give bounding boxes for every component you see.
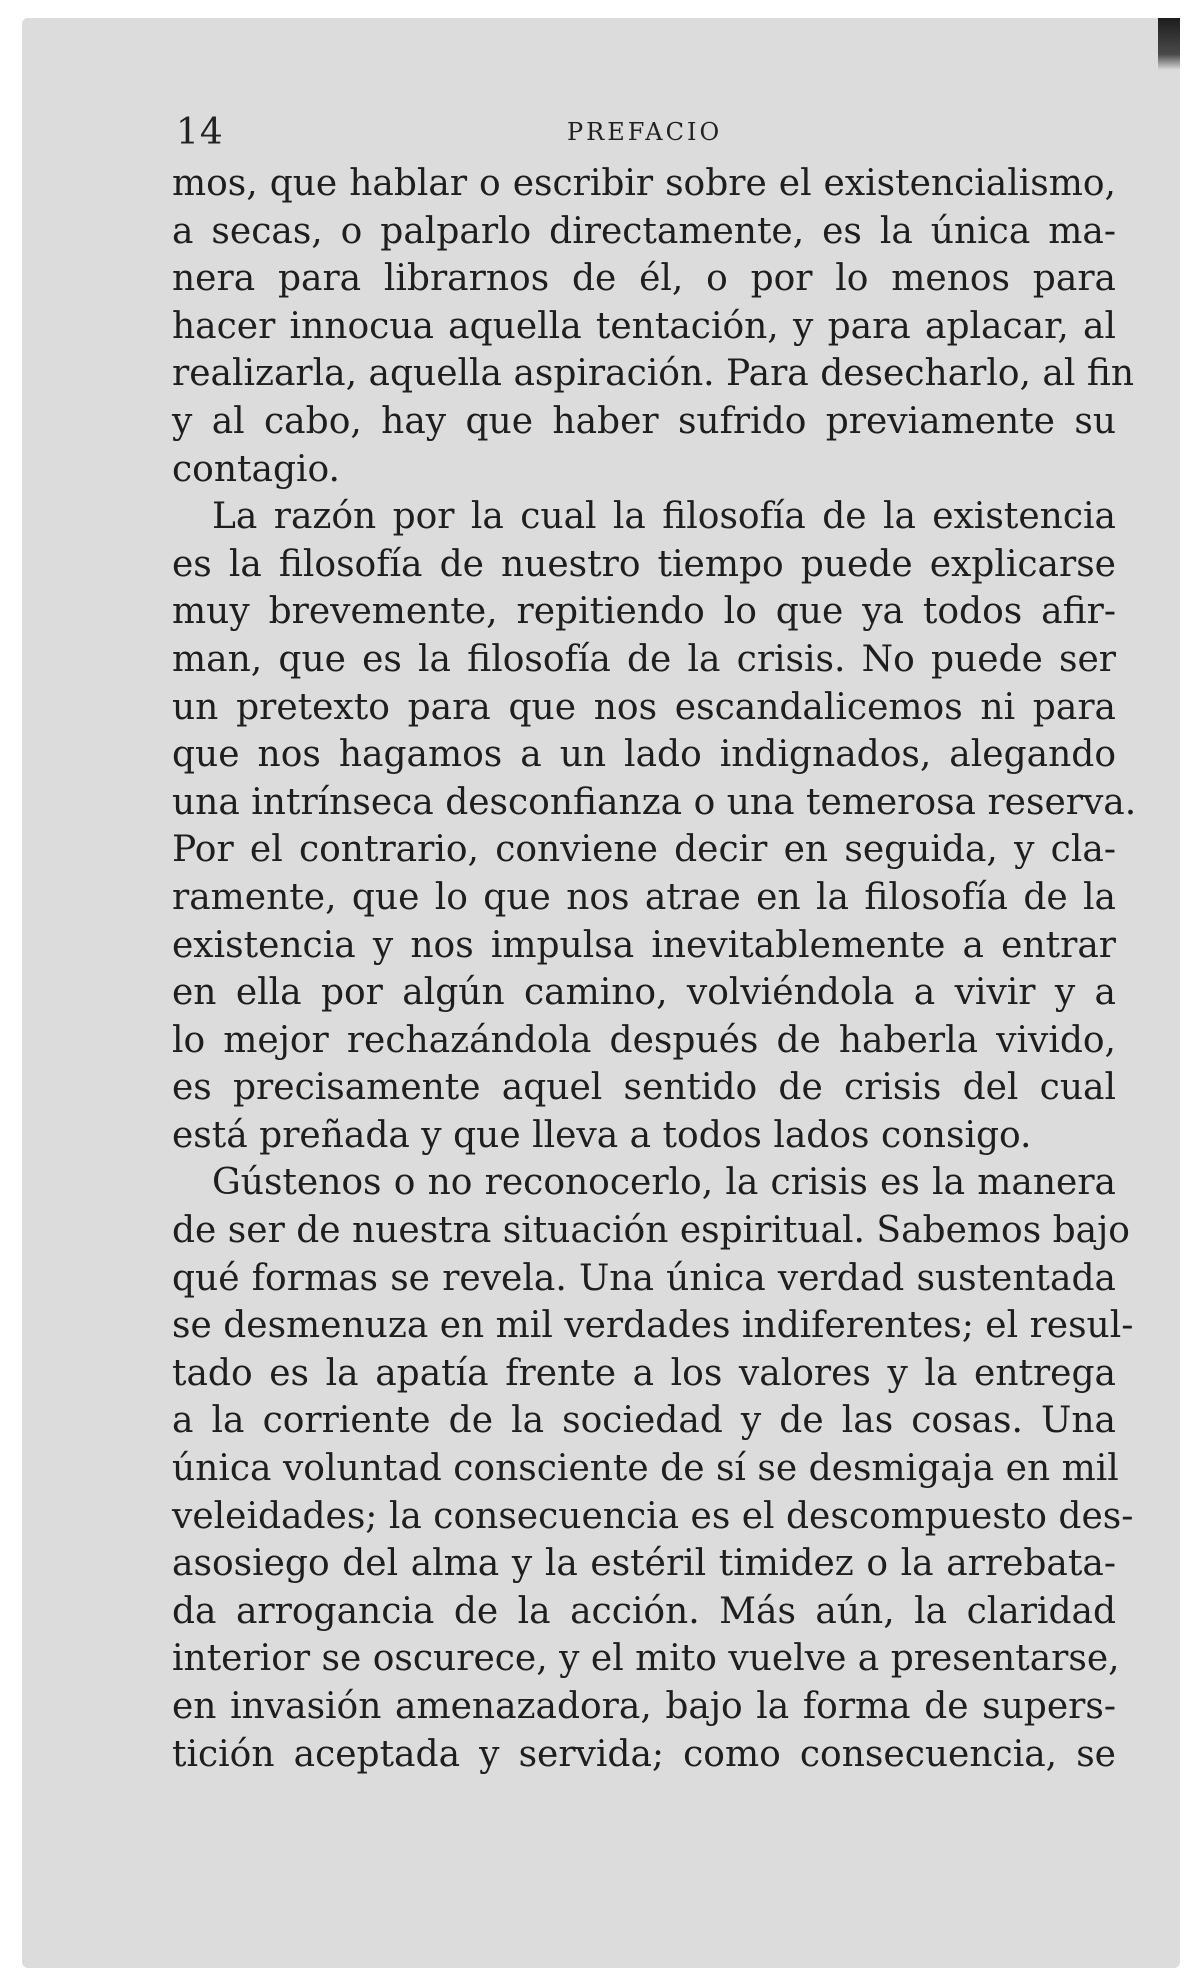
text-line: nera para librarnos de él, o por lo menos para [172, 258, 1116, 300]
text-line: tición aceptada y servida; como consecuencia, se [172, 1733, 1116, 1775]
text-line: a secas, o palparlo directamente, es la única ma- [172, 210, 1116, 252]
text-line: ramente, que lo que nos atrae en la filosofía de la [172, 876, 1116, 918]
text-line: un pretexto para que nos escandalicemos ni para [172, 686, 1116, 728]
text-line: es la filosofía de nuestro tiempo puede explicarse [172, 543, 1116, 585]
text-line: a la corriente de la sociedad y de las cosas. Una [172, 1400, 1116, 1442]
text-line: Por el contrario, conviene decir en seguida, y cla- [172, 829, 1116, 871]
text-line: existencia y nos impulsa inevitablemente a entrar [172, 924, 1116, 966]
text-line: qué formas se revela. Una única verdad sustentada [172, 1257, 1116, 1299]
text-line: realizarla, aquella aspiración. Para desecharlo, al fin [172, 353, 1135, 395]
body-text [172, 160, 1137, 1778]
text-line: hacer innocua aquella tentación, y para aplacar, al [172, 305, 1116, 347]
page-header [172, 108, 1112, 158]
text-line: está preñada y que lleva a todos lados consigo. [172, 1114, 1032, 1156]
running-head: PREFACIO [567, 118, 723, 146]
text-line: que nos hagamos a un lado indignados, alegando [172, 734, 1116, 776]
text-line: en invasión amenazadora, bajo la forma de supers- [172, 1686, 1116, 1727]
text-line: de ser de nuestra situación espiritual. Sabemos bajo [172, 1210, 1130, 1252]
text-line: y al cabo, hay que haber sufrido previamente su [172, 400, 1116, 442]
page-number: 14 [176, 112, 224, 153]
text-line: asosiego del alma y la estéril timidez o la arrebata- [172, 1543, 1116, 1585]
text-line: lo mejor rechazándola después de haberla vivido, [172, 1019, 1116, 1061]
text-line: da arrogancia de la acción. Más aún, la claridad [172, 1590, 1116, 1632]
text-line: se desmenuza en mil verdades indiferentes; el resul- [172, 1305, 1134, 1347]
text-line: muy brevemente, repitiendo lo que ya todos afir- [172, 591, 1116, 633]
text-line: única voluntad consciente de sí se desmigaja en mil [172, 1448, 1119, 1490]
text-line: interior se oscurece, y el mito vuelve a presentarse, [172, 1638, 1120, 1680]
text-line: una intrínseca desconfianza o una temerosa reserva. [172, 781, 1137, 823]
text-line: contagio. [172, 448, 340, 490]
text-line: La razón por la cual la filosofía de la existencia [212, 496, 1116, 538]
text-line: mos, que hablar o escribir sobre el existencialismo, [172, 163, 1116, 204]
text-line: man, que es la filosofía de la crisis. No puede ser [172, 638, 1116, 680]
text-line: tado es la apatía frente a los valores y la entrega [172, 1352, 1116, 1394]
text-line: es precisamente aquel sentido de crisis del cual [172, 1067, 1116, 1109]
text-line: en ella por algún camino, volviéndola a vivir y a [172, 972, 1116, 1014]
page-corner-shadow [1158, 18, 1180, 70]
text-line: Gústenos o no reconocerlo, la crisis es la manera [212, 1162, 1116, 1204]
text-line: veleidades; la consecuencia es el descompuesto des- [172, 1495, 1134, 1537]
